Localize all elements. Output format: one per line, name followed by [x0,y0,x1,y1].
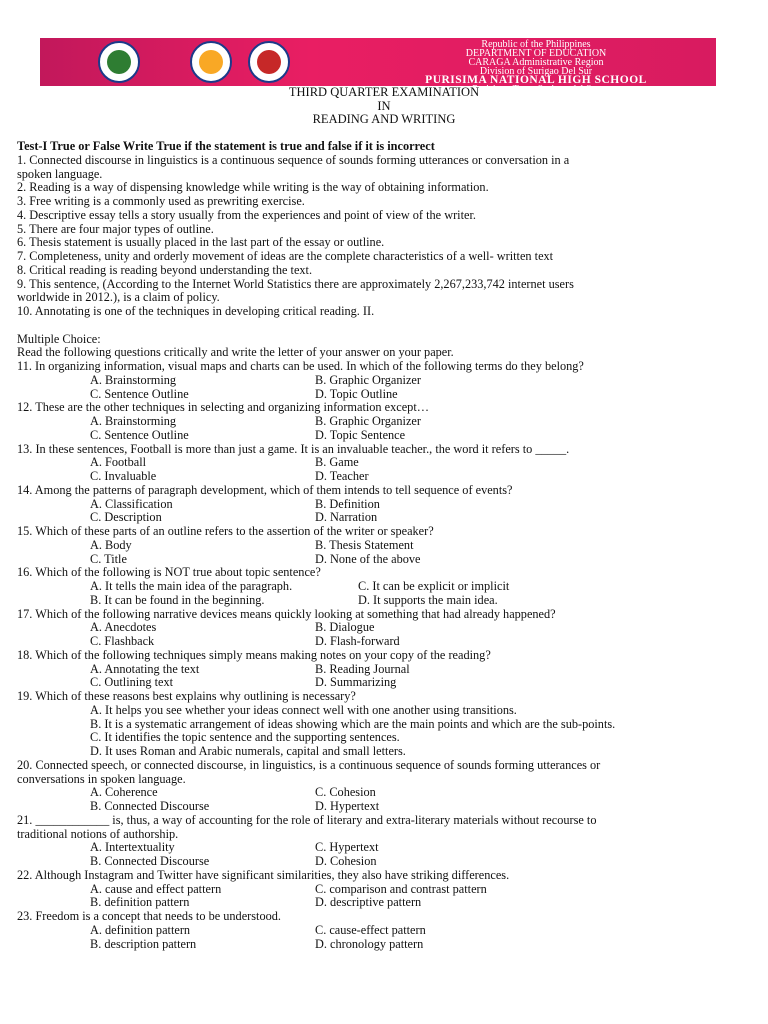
banner-line: CARAGA Administrative Region [468,57,604,68]
choice: C. Sentence Outline [90,386,189,401]
choice-row [17,553,753,567]
choice: C. Invaluable [90,469,157,483]
question: 18. Which of the following techniques simply means making notes on your copy of the reading? [17,647,491,662]
choice: A. It tells the main idea of the paragraph. [90,579,293,593]
choice: A. Football [90,455,147,470]
choice: C. Flashback [90,634,155,648]
choice-row [17,498,753,512]
choice: A. Classification [90,496,173,511]
choice: A. It helps you see whether your ideas connect well with one another using transitions. [90,702,517,717]
tf-item: 2. Reading is a way of dispensing knowledge while writing is the way of obtaining information. [17,180,489,195]
choice-row [17,676,753,690]
choice: D. Teacher [315,469,369,483]
school-seal-icon [248,41,290,83]
question: 16. Which of the following is NOT true about topic sentence? [17,565,321,580]
choice-row [17,539,753,553]
choice-row [17,663,753,677]
choice: B. Connected Discourse [90,799,210,813]
choice: C. Sentence Outline [90,427,189,442]
question: 22. Although Instagram and Twitter have significant similarities, they also have striking differences. [17,867,510,882]
exam-subject: READING AND WRITING [312,112,456,126]
exam-content [17,140,753,951]
banner-line: DEPARTMENT OF EDUCATION [465,48,607,59]
tf-item: 10. Annotating is one of the techniques in developing critical reading. II. [17,304,375,318]
choice: D. descriptive pattern [315,895,422,910]
choice: C. Hypertext [315,840,379,855]
choice: B. Connected Discourse [90,854,210,868]
tf-item: 4. Descriptive essay tells a story usually from the experiences and point of view of the writer. [17,207,476,222]
choice-row [17,388,753,402]
question: 17. Which of the following narrative devices means quickly looking at something that had already happened? [17,606,556,621]
tf-item: 9. This sentence, (According to the Internet World Statistics there are approximately 2,267,233,742 internet users [17,276,574,291]
choice: C. Cohesion [315,785,376,800]
question: 13. In these sentences, Football is more than just a game. It is an invaluable teacher., the word it refers to _____. [17,441,570,456]
choice: C. Title [90,551,127,566]
choice: B. Graphic Organizer [315,414,421,428]
choice-row [17,511,753,525]
choice-row [17,470,753,484]
banner-line: Division of Surigao Del Sur [479,66,593,77]
choice: C. cause-effect pattern [315,922,426,937]
choice: D. chronology pattern [315,936,424,951]
choice: A. Annotating the text [90,661,200,676]
choice-row [17,635,753,649]
choice-row [17,841,753,855]
mc-title: Multiple Choice: [17,331,101,346]
choice: C. It can be explicit or implicit [358,579,510,593]
mc-instruction: Read the following questions critically and write the letter of your answer on your paper. [17,345,454,360]
choice-row [17,855,753,869]
question: 15. Which of these parts of an outline refers to the assertion of the writer or speaker? [17,524,434,538]
question-cont: conversations in spoken language. [17,771,186,786]
question: 20. Connected speech, or connected discourse, in linguistics, is a continuous sequence of sounds forming utterances or [17,757,601,772]
choice: C. It identifies the topic sentence and the supporting sentences. [90,730,400,745]
tf-item: 7. Completeness, unity and orderly movement of ideas are the complete characteristics of a well- written text [17,249,554,263]
choice: A. Intertextuality [90,840,175,855]
exam-title: THIRD QUARTER EXAMINATION [288,85,480,99]
choice-row [17,786,753,800]
test1-heading: Test-I True or False Write True if the statement is true and false if it is incorrect [17,139,435,153]
choice: D. Flash-forward [315,634,400,648]
choice-row [17,594,753,608]
choice: D. Narration [315,510,378,525]
choice-row [17,580,753,594]
exam-title-in: IN [377,99,391,113]
choice: C. comparison and contrast pattern [315,881,487,896]
choice-row [17,924,753,938]
choice: B. Game [315,455,359,470]
choice: A. Anecdotes [90,620,157,635]
choice: C. Outlining text [90,675,174,690]
question: 12. These are the other techniques in selecting and organizing information except… [17,400,430,415]
tf-item: 1. Connected discourse in linguistics is a continuous sequence of sounds forming utterances or conversation in a [17,152,570,167]
banner-line: Republic of the Philippines [481,39,591,50]
choice: C. Description [90,510,162,525]
choice-row [17,415,753,429]
school-name: PURISIMA NATIONAL HIGH SCHOOL [425,74,647,86]
choice: B. It is a systematic arrangement of ideas showing which are the main points and which are the sub-points. [90,716,616,731]
choice-row [17,883,753,897]
choice-row [17,374,753,388]
choice: D. None of the above [315,551,421,566]
tf-item: spoken language. [17,166,103,181]
question: 14. Among the patterns of paragraph development, which of them intends to tell sequence of events? [17,482,513,497]
choice: D. Topic Sentence [315,427,406,442]
tf-item: 3. Free writing is a commonly used as prewriting exercise. [17,194,305,208]
choice: D. Hypertext [315,799,380,813]
deped-seal-icon [98,41,140,83]
choice-row [17,456,753,470]
choice-row [17,800,753,814]
choice: A. Brainstorming [90,372,177,387]
choice: D. Summarizing [315,675,397,690]
division-seal-icon [190,41,232,83]
question: 21. ____________ is, thus, a way of accounting for the role of literary and extra-literary materials without recourse to [17,812,597,827]
choice: B. definition pattern [90,895,190,910]
choice: D. Cohesion [315,854,377,868]
question: 11. In organizing information, visual maps and charts can be used. In which of the following terms do they belong? [17,359,584,373]
choice: B. Thesis Statement [315,537,414,552]
choice: B. description pattern [90,936,197,951]
choice-row [17,896,753,910]
tf-item: 6. Thesis statement is usually placed in the last part of the essay or outline. [17,235,385,250]
choice-row [17,621,753,635]
choice-row [17,429,753,443]
choice: D. It uses Roman and Arabic numerals, capital and small letters. [90,744,406,758]
choice-row [17,938,753,952]
choice: A. Coherence [90,785,158,800]
choice: A. Body [90,537,132,552]
school-address: Purisima, Tago, Surigao del Sur [472,84,600,95]
choice: B. It can be found in the beginning. [90,592,265,607]
tf-item: 5. There are four major types of outline. [17,221,214,236]
choice: B. Reading Journal [315,661,410,676]
choice: A. Brainstorming [90,414,177,428]
choice: B. Definition [315,496,380,511]
choice: A. definition pattern [90,922,191,937]
question: 19. Which of these reasons best explains why outlining is necessary? [17,689,356,703]
choice: D. It supports the main idea. [358,592,498,607]
choice: B. Graphic Organizer [315,372,421,387]
tf-item: 8. Critical reading is reading beyond understanding the text. [17,262,313,277]
choice: B. Dialogue [315,620,375,635]
choice: A. cause and effect pattern [90,881,222,896]
question: 23. Freedom is a concept that needs to be understood. [17,909,281,923]
question-cont: traditional notions of authorship. [17,826,179,841]
tf-item: worldwide in 2012.), is a claim of policy. [17,290,220,305]
choice: D. Topic Outline [315,386,398,401]
